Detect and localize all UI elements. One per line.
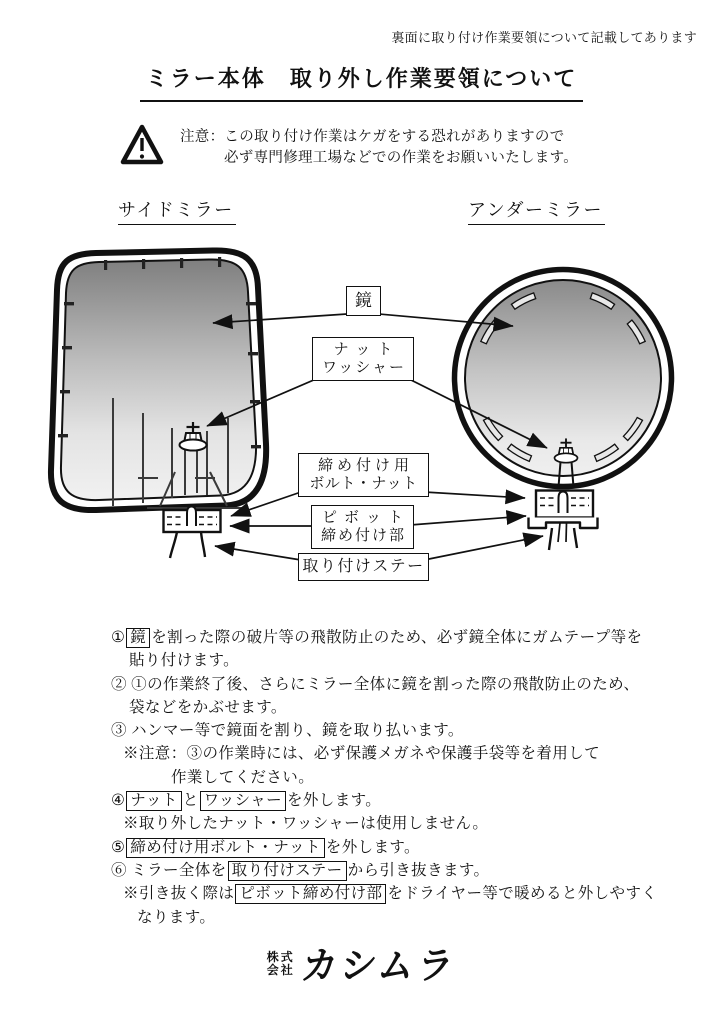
callout-bolt-line2: ボルト・ナット [309,476,418,492]
instruction-text: から引き抜きます。 [347,861,490,879]
warning-text [180,123,578,168]
under-pivot-clamp [529,491,598,551]
instruction-line-5 [111,719,656,742]
instruction-line-4 [111,696,656,719]
callout-stay [298,553,429,581]
company-name [267,951,295,977]
callout-pivot-line2: 締め付け部 [320,528,406,544]
instruction-text: ① [111,629,126,646]
callout-bolt-nut [298,453,429,497]
instruction-line-8 [111,789,656,812]
callout-nut-line1: ナット [333,341,400,358]
warning-block [119,123,578,168]
instruction-line-9 [111,812,656,835]
instruction-text: ⑤ [111,838,126,856]
instruction-text: ④ [111,792,126,810]
boxed-term: 締め付け用ボルト・ナット [126,838,325,858]
callout-mirror [346,286,381,316]
section-label-side-mirror: サイドミラー [118,196,236,225]
instruction-text: ※取り外したナット・ワッシャーは使用しません。 [123,815,489,833]
instruction-text: を外します。 [325,838,420,856]
side-mirror-illustration [51,250,266,558]
instruction-line-11 [111,859,656,882]
side-pivot-clamp [164,507,221,559]
instruction-text: ③ ハンマー等で鏡面を割り、鏡を取り払います。 [111,722,464,740]
instruction-text: なります。 [137,908,216,926]
brand-logo: カシムラ [298,944,460,988]
instruction-text: を外します。 [287,792,382,810]
callout-nut-line2: ワッシャー [322,360,406,376]
warning-triangle-icon [119,123,165,167]
instruction-text: 貼り付けます。 [129,652,240,670]
instruction-text: ② ①の作業終了後、さらにミラー全体に鏡を割った際の飛散防止のため、 [111,675,640,693]
instruction-text: ※注意：③の作業時には、必ず保護メガネや保護手袋等を着用して [123,745,601,763]
instruction-text: ※引き抜く際は [123,885,235,903]
warning-line-2: 必ず専門修理工場などでの作業をお願いいたします。 [224,149,579,166]
instruction-line-2 [111,649,656,672]
title-wrap [0,62,723,102]
boxed-term: 取り付けステー [228,861,347,881]
instruction-text: 袋などをかぶせます。 [129,698,287,716]
footer-logo [0,938,723,989]
under-mounting-stay [549,528,552,550]
instruction-line-10 [111,836,656,859]
callout-pivot-line1: ピボット [321,509,410,526]
callout-stay-label: 取り付けステー [302,558,425,575]
callout-nut-washer [312,337,414,381]
side-mounting-stay [170,532,177,558]
company-line1: 株式 [266,949,295,964]
boxed-term: 鏡 [126,628,150,648]
instruction-line-13 [111,906,656,929]
callout-bolt-line1: 締め付け用 [317,457,413,474]
instruction-text: ⑥ ミラー全体を [111,861,227,879]
instruction-text: と [182,792,199,810]
instruction-text: を割った際の破片等の飛散防止のため、必ず鏡全体にガムテープ等を [151,629,643,646]
boxed-term: ワッシャー [200,791,286,811]
section-label-under-mirror: アンダーミラー [468,196,605,225]
warning-line-1: 注意：この取り付け作業はケガをする恐れがありますので [180,129,565,145]
boxed-term: ピボット締め付け部 [235,884,386,904]
instruction-line-7 [111,766,656,789]
instruction-line-12 [111,882,656,905]
instruction-line-3 [111,673,656,696]
callout-pivot [311,505,414,549]
instructions-list [111,626,656,929]
company-line2: 会社 [266,962,295,977]
boxed-term: ナット [126,791,181,811]
instruction-text: をドライヤー等で暖めると外しやすく [387,885,658,903]
instruction-text: 作業してください。 [171,768,315,786]
page-title: ミラー本体 取り外し作業要領について [140,62,584,102]
callout-mirror-label: 鏡 [355,291,372,310]
instruction-line-1 [111,626,656,649]
under-mirror-illustration [455,270,672,551]
instruction-line-6 [111,742,656,765]
header-note: 裏面に取り付け作業要領について記載してあります [391,30,697,45]
